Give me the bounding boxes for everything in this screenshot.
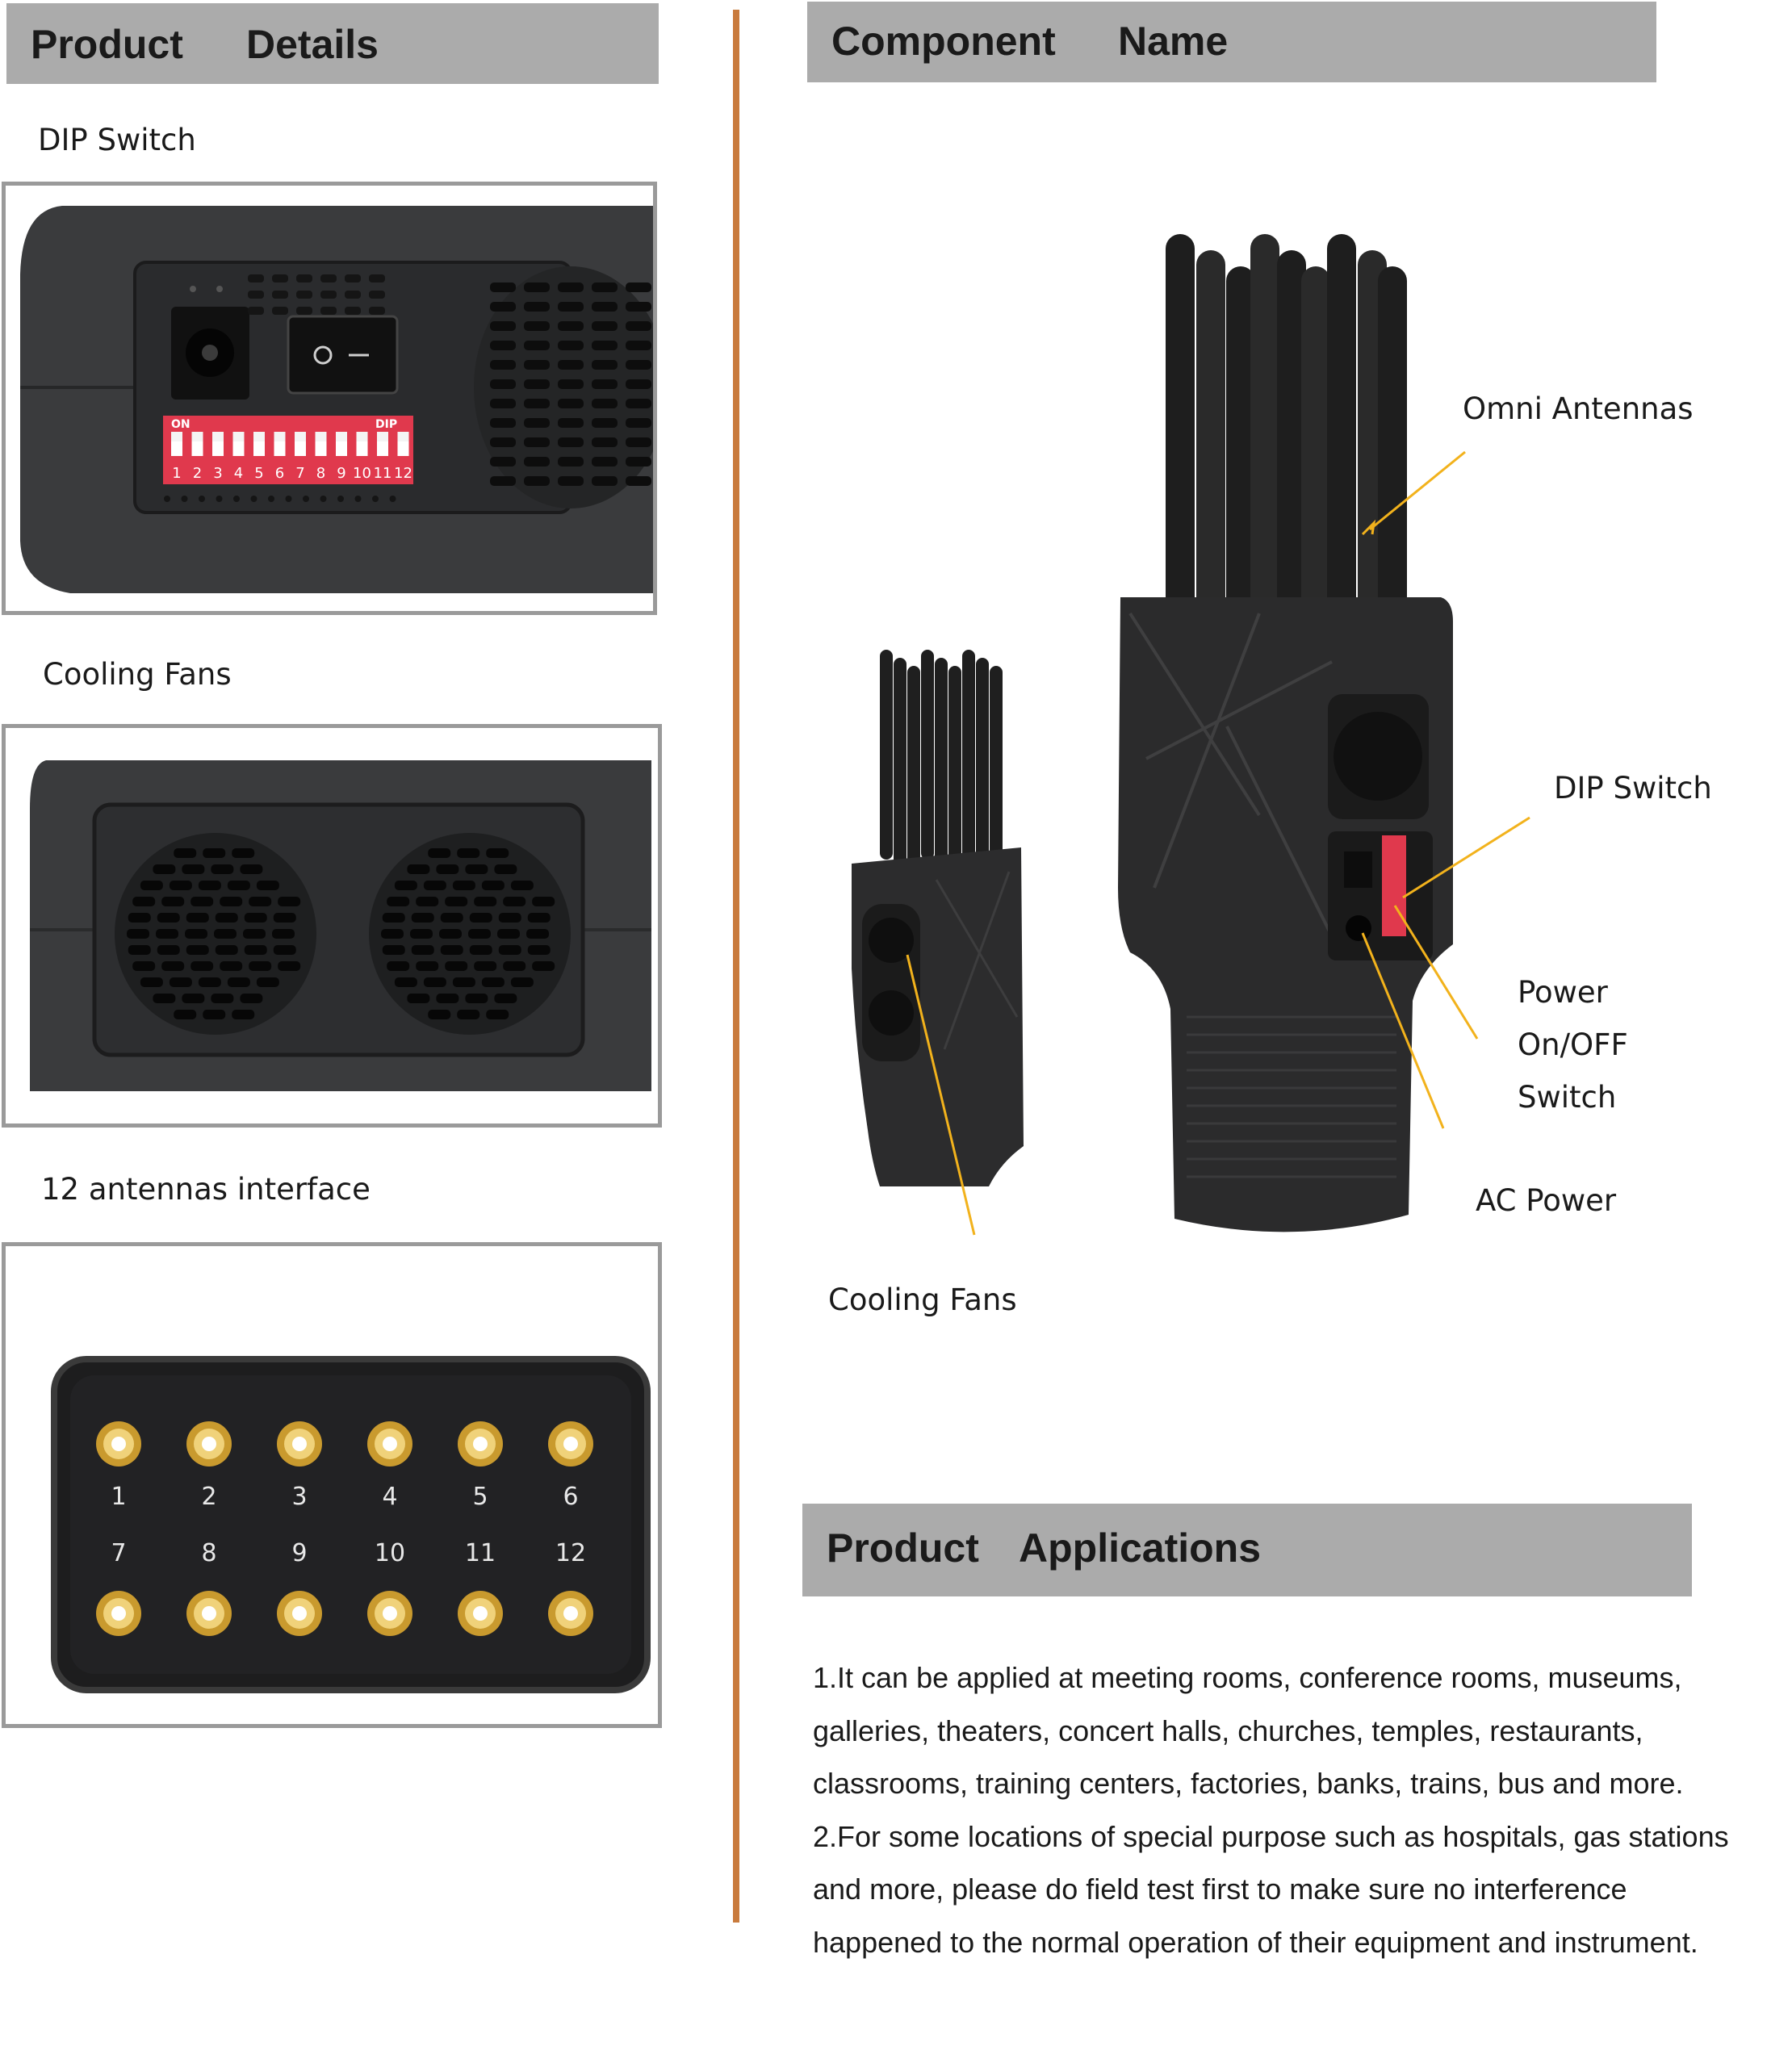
- dip-number: 3: [213, 465, 223, 482]
- dip-number: 11: [373, 465, 392, 482]
- cooling-fans-photo: [2, 724, 662, 1128]
- label-power-line-2: On/OFF: [1518, 1027, 1628, 1062]
- dip-on-text: ON: [171, 418, 191, 431]
- port-number: 7: [111, 1539, 127, 1567]
- antenna-ports-illustration: [6, 1246, 658, 1724]
- dip-number: 4: [233, 465, 244, 482]
- section-caption-cooling-fans: Cooling Fans: [43, 657, 232, 692]
- product-details-header: [6, 3, 659, 84]
- dip-number: 2: [192, 465, 203, 482]
- label-omni-antennas: Omni Antennas: [1463, 391, 1694, 426]
- port-number: 5: [472, 1483, 488, 1511]
- port-number: 8: [201, 1539, 217, 1567]
- dip-switch-illustration: [6, 186, 653, 611]
- dip-number: 8: [316, 465, 326, 482]
- port-number: 2: [201, 1483, 217, 1511]
- label-power-line-3: Switch: [1518, 1080, 1617, 1115]
- dip-dip-text: DIP: [375, 418, 398, 431]
- header-word-1: Component: [831, 19, 1056, 64]
- antennas-interface-photo: [2, 1242, 662, 1728]
- label-dip-switch: DIP Switch: [1554, 771, 1712, 805]
- product-applications-header: [802, 1504, 1692, 1596]
- applications-text: [813, 1651, 1757, 1969]
- port-number: 4: [382, 1483, 398, 1511]
- header-word-2: Name: [1118, 19, 1229, 64]
- header-word-2: Applications: [1019, 1525, 1262, 1571]
- port-number: 10: [374, 1539, 406, 1567]
- dip-number: 12: [394, 465, 412, 482]
- cooling-fans-illustration: [6, 728, 658, 1123]
- dip-number: 1: [172, 465, 182, 482]
- header-word-1: Product: [827, 1525, 979, 1571]
- port-number: 9: [291, 1539, 308, 1567]
- port-number: 11: [464, 1539, 496, 1567]
- port-number: 12: [555, 1539, 587, 1567]
- column-divider: [733, 10, 739, 1923]
- device-dip-switch: [1382, 835, 1406, 936]
- label-cooling-fans: Cooling Fans: [828, 1282, 1017, 1317]
- component-name-header: [807, 2, 1656, 82]
- port-number: 1: [111, 1483, 127, 1511]
- dip-number: 9: [337, 465, 346, 482]
- label-ac-power: AC Power: [1476, 1183, 1617, 1218]
- dip-number: 10: [353, 465, 371, 482]
- dip-number: 6: [274, 465, 285, 482]
- label-power-line-1: Power: [1518, 975, 1608, 1010]
- application-item-1: 1.It can be applied at meeting rooms, conference rooms, museums, galleries, theaters, concert halls, churches, temples, restaurants, classrooms, training centers, factories, banks, trains, bus and more.: [813, 1661, 1684, 1800]
- port-number: 3: [291, 1483, 308, 1511]
- header-word-1: Product: [31, 22, 183, 67]
- dip-number: 5: [254, 465, 264, 482]
- application-item-2: 2.For some locations of special purpose such as hospitals, gas stations and more, please do field test first to make sure no interference happened to the normal operation of their equipment and instrument.: [813, 1819, 1729, 1959]
- section-caption-antennas-interface: 12 antennas interface: [41, 1172, 371, 1207]
- dip-number: 7: [295, 465, 305, 482]
- dip-switch-photo: [2, 182, 657, 615]
- header-word-2: Details: [246, 22, 379, 67]
- section-caption-dip-switch: DIP Switch: [38, 123, 196, 157]
- port-number: 6: [563, 1483, 579, 1511]
